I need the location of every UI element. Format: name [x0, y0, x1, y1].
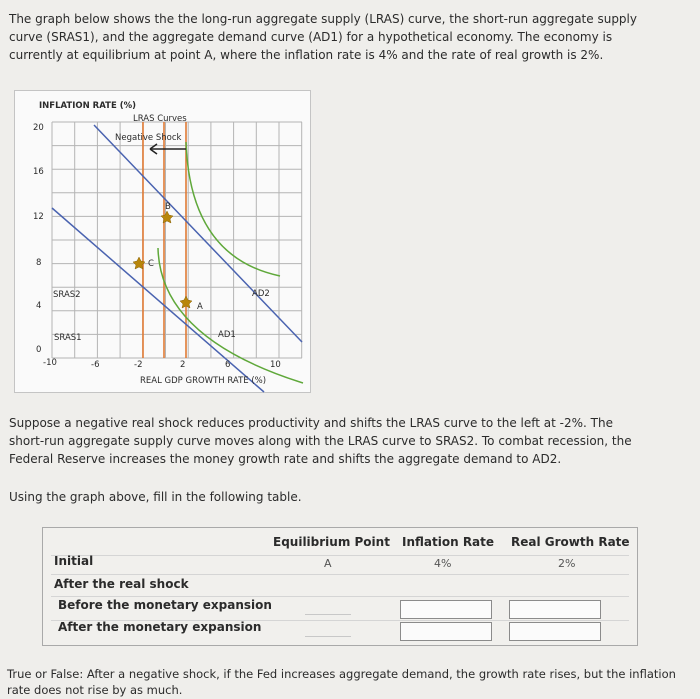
- x-tick-m2: -2: [134, 360, 143, 370]
- initial-growth-value: 2%: [558, 557, 576, 570]
- before-expansion-growth-input[interactable]: [509, 600, 601, 619]
- intro-paragraph: The graph below shows the the long-run aggregate supply (LRAS) curve, the short-run aggregate supply curve (SRAS1), and the aggregate demand curve (AD1) for a hypothetical economy. The economy is currently at equilibrium at point A, where the inflation rate is 4% and the rate of real growth is 2%.: [9, 12, 637, 62]
- table-instruction: Using the graph above, fill in the following table.: [9, 490, 302, 504]
- y-tick-0: 0: [36, 345, 42, 355]
- point-b-label: B: [165, 202, 171, 212]
- point-a-label: A: [197, 302, 203, 312]
- initial-inflation-value: 4%: [434, 557, 452, 570]
- ad1-label: AD1: [218, 330, 236, 340]
- shock-paragraph: Suppose a negative real shock reduces productivity and shifts the LRAS curve to the left at -2%. The short-run aggregate supply curve moves along with the LRAS curve to SRAS2. To combat recession, the Federal Reserve increases the money growth rate and shifts the aggregate demand to AD2.: [9, 416, 632, 466]
- row-label-after-shock: After the real shock: [54, 577, 189, 591]
- shock-label: Negative Shock: [115, 133, 182, 143]
- row-divider: [51, 574, 629, 575]
- sras2-label: SRAS2: [53, 290, 81, 300]
- row-divider: [51, 596, 629, 597]
- sras1-label: SRAS1: [54, 333, 82, 343]
- x-tick-m6: -6: [91, 360, 100, 370]
- ad2-label: AD2: [252, 289, 270, 299]
- header-inflation-rate: Inflation Rate: [402, 535, 495, 549]
- y-tick-20: 20: [33, 123, 44, 133]
- y-tick-12: 12: [33, 212, 44, 222]
- x-axis-title: REAL GDP GROWTH RATE (%): [140, 376, 267, 386]
- after-expansion-equilibrium-dropdown[interactable]: [305, 636, 351, 637]
- before-expansion-inflation-input[interactable]: [400, 600, 492, 619]
- answer-table: [42, 527, 638, 646]
- true-false-question: True or False: After a negative shock, if the Fed increases aggregate demand, the growth rate rises, but the inflation rate does not rise by as much.: [7, 667, 676, 697]
- y-axis-title: INFLATION RATE (%): [39, 101, 136, 111]
- row-label-after-expansion: After the monetary expansion: [58, 620, 262, 634]
- row-label-initial: Initial: [54, 554, 94, 568]
- y-tick-8: 8: [36, 258, 42, 268]
- lras-graph: [14, 90, 311, 393]
- y-tick-4: 4: [36, 301, 42, 311]
- after-expansion-inflation-input[interactable]: [400, 622, 492, 641]
- x-tick-m10: -10: [43, 358, 57, 368]
- x-tick-2: 2: [180, 360, 186, 370]
- lras-label: LRAS Curves: [133, 114, 187, 124]
- before-expansion-equilibrium-dropdown[interactable]: [305, 614, 351, 615]
- x-tick-10: 10: [270, 360, 281, 370]
- after-expansion-growth-input[interactable]: [509, 622, 601, 641]
- initial-equilibrium-value: A: [324, 557, 332, 570]
- header-real-growth-rate: Real Growth Rate: [511, 535, 630, 549]
- y-tick-16: 16: [33, 167, 44, 177]
- row-label-before-expansion: Before the monetary expansion: [58, 598, 272, 612]
- header-divider: [51, 555, 629, 556]
- x-tick-6: 6: [225, 360, 231, 370]
- header-equilibrium-point: Equilibrium Point: [273, 535, 390, 549]
- point-c-label: C: [148, 259, 154, 269]
